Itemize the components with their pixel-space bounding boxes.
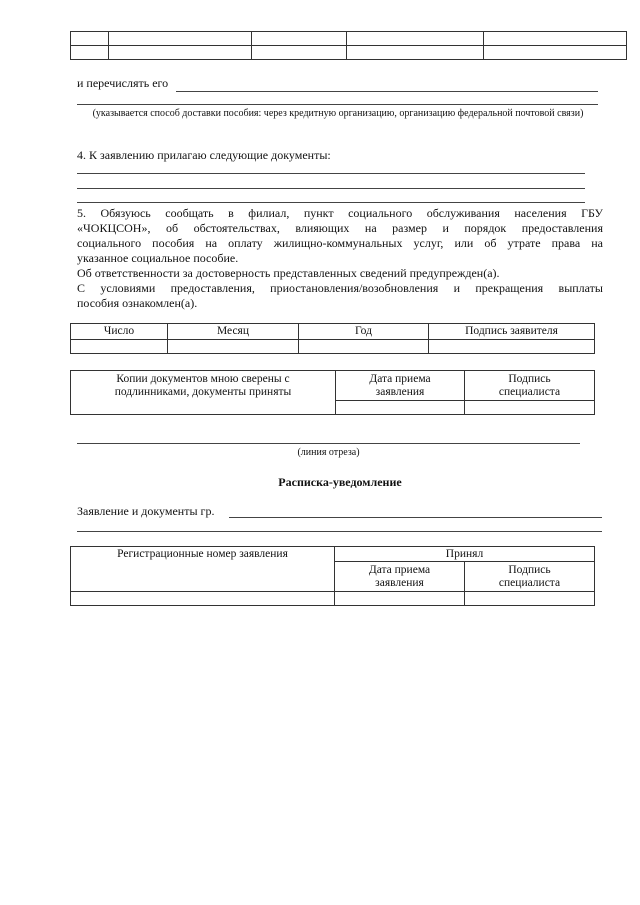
specialist-signature-header: Подпись специалиста [465, 371, 595, 401]
responsibility-text: Об ответственности за достоверность представленных сведений предупрежден(а). [77, 266, 500, 280]
reception-date-header: Дата приема заявления [336, 371, 465, 401]
conditions-line-1: С условиями предоставления, приостановления/возобновления и прекращения выплаты [77, 281, 603, 295]
top-table-cell[interactable] [484, 46, 627, 60]
registration-number-cell: Регистрационные номер заявления [71, 547, 335, 592]
documents-line-3[interactable] [77, 202, 585, 203]
transfer-input-line-2[interactable] [77, 104, 598, 105]
applicant-signature-field[interactable] [429, 340, 595, 354]
obligation-line-1: 5. Обязуюсь сообщать в филиал, пункт социального обслуживания населения ГБУ [77, 206, 603, 220]
specialist-signature-field[interactable] [465, 401, 595, 415]
date-day-header: Число [71, 324, 168, 340]
transfer-label: и перечислять его [77, 76, 169, 90]
date-month-field[interactable] [168, 340, 299, 354]
receipt-applicant-line[interactable] [229, 517, 602, 518]
receipt-date-field[interactable] [335, 592, 465, 606]
top-table-cell[interactable] [109, 32, 252, 46]
transfer-input-line[interactable] [176, 91, 598, 92]
documents-label: 4. К заявлению прилагаю следующие документы: [77, 148, 331, 162]
top-table-cell[interactable] [71, 32, 109, 46]
date-year-field[interactable] [299, 340, 429, 354]
top-table-cell[interactable] [252, 32, 347, 46]
cut-line [77, 443, 580, 444]
date-day-field[interactable] [71, 340, 168, 354]
copies-verified-cell: Копии документов мною сверены с подлинниками, документы приняты [71, 371, 336, 415]
reception-date-field[interactable] [336, 401, 465, 415]
top-table-cell[interactable] [252, 46, 347, 60]
cut-line-label: (линия отреза) [297, 447, 360, 458]
top-table-cell[interactable] [347, 32, 484, 46]
obligation-line-4: указанное социальное пособие. [77, 251, 239, 265]
transfer-note: (указывается способ доставки пособия: через кредитную организацию, организацию федеральной почтовой связи) [92, 108, 584, 119]
receipt-applicant-line-2[interactable] [77, 531, 602, 532]
top-table-cell[interactable] [484, 32, 627, 46]
receipt-table [70, 546, 595, 606]
conditions-line-2: пособия ознакомлен(а). [77, 296, 198, 310]
date-signature-table [70, 323, 595, 354]
receipt-date-header: Дата приема заявления [335, 562, 465, 592]
top-table-cell[interactable] [109, 46, 252, 60]
documents-line-1[interactable] [77, 173, 585, 174]
top-table-cell[interactable] [71, 46, 109, 60]
obligation-paragraph [77, 206, 603, 311]
date-year-header: Год [299, 324, 429, 340]
obligation-line-2: «ЧОКЦСОН», об обстоятельствах, влияющих на размер и порядок предоставления [77, 221, 603, 235]
top-table [70, 31, 627, 60]
documents-line-2[interactable] [77, 188, 585, 189]
receipt-title: Расписка-уведомление [278, 475, 402, 489]
receipt-signature-field[interactable] [465, 592, 595, 606]
accepted-header: Принял [335, 547, 595, 562]
receipt-applicant-label: Заявление и документы гр. [77, 504, 215, 518]
obligation-line-3: социального пособия на оплату жилищно-коммунальных услуг, или об утрате права на [77, 236, 603, 250]
date-month-header: Месяц [168, 324, 299, 340]
registration-number-field[interactable] [71, 592, 335, 606]
verification-table [70, 370, 595, 415]
applicant-signature-header: Подпись заявителя [429, 324, 595, 340]
receipt-signature-header: Подпись специалиста [465, 562, 595, 592]
top-table-cell[interactable] [347, 46, 484, 60]
